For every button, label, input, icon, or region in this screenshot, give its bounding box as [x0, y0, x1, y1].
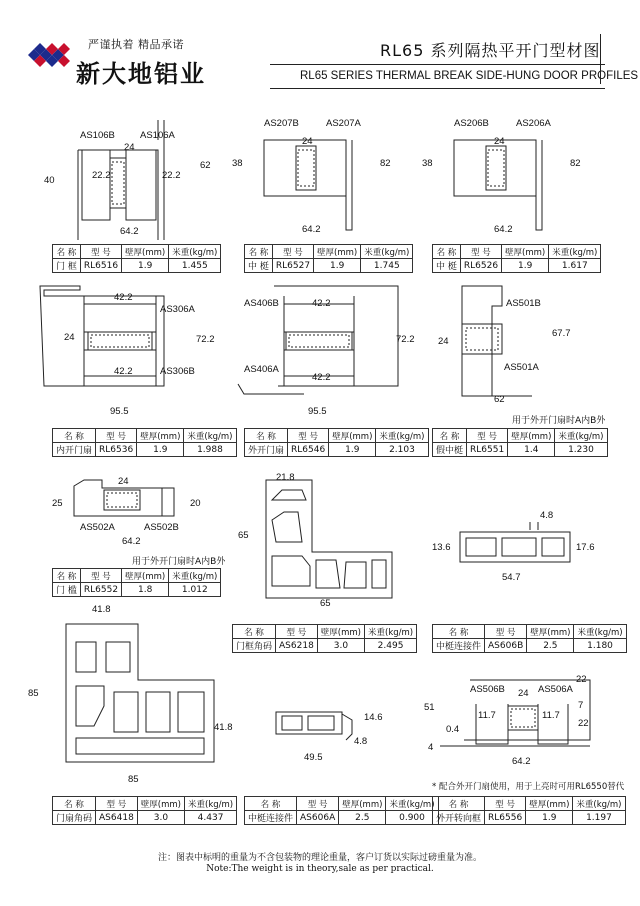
col-header: 米重(kg/m) — [365, 625, 417, 639]
profile-name: 中梃连接件 — [245, 811, 297, 825]
spec-table-rl6556 — [432, 796, 626, 825]
col-header: 壁厚(mm) — [526, 797, 573, 811]
profile-thickness: 1.4 — [508, 443, 555, 457]
profile-weight: 1.012 — [169, 583, 221, 597]
profile-thickness: 1.9 — [122, 259, 169, 273]
profile-thickness: 3.0 — [137, 811, 184, 825]
dimension-label: 72.2 — [396, 334, 415, 345]
dimension-label: 4.8 — [354, 736, 368, 747]
profile-model: RL6516 — [80, 259, 121, 273]
dimension-label: 41.8 — [214, 722, 233, 733]
profile-model: RL6536 — [96, 443, 137, 457]
profile-weight: 0.900 — [386, 811, 438, 825]
strip-label: AS306B — [160, 366, 195, 377]
spec-table-as606a — [244, 796, 439, 825]
profile-drawing-as6218 — [236, 460, 406, 615]
col-header: 型 号 — [96, 429, 137, 443]
dimension-label: 22.2 — [92, 170, 111, 181]
strip-label: AS306A — [160, 304, 195, 315]
profile-weight: 1.230 — [555, 443, 607, 457]
strip-label: AS206B — [454, 118, 489, 129]
dimension-label: 11.7 — [542, 710, 560, 721]
dimension-label: 24 — [438, 336, 449, 347]
dimension-label: 4 — [428, 742, 434, 753]
company-slogan: 严谨执着 精品承诺 — [88, 38, 184, 51]
col-header: 米重(kg/m) — [555, 429, 607, 443]
profile-name: 外开转向框 — [433, 811, 485, 825]
profile-weight: 4.437 — [185, 811, 237, 825]
profile-model: AS6418 — [96, 811, 138, 825]
dimension-label: 21.8 — [276, 472, 295, 483]
profile-name: 中 梃 — [245, 259, 273, 273]
col-header: 壁厚(mm) — [502, 245, 549, 259]
col-header: 型 号 — [297, 797, 339, 811]
dimension-label: 14.6 — [364, 712, 383, 723]
usage-note: * 配合外开门扇使用，用于上亮时可用RL6550替代 — [432, 782, 625, 792]
profile-drawing-rl6546 — [236, 284, 416, 425]
col-header: 米重(kg/m) — [376, 429, 428, 443]
header-rule-right — [600, 34, 601, 84]
profile-name: 门框角码 — [233, 639, 276, 653]
strip-label: AS206A — [516, 118, 551, 129]
col-header: 壁厚(mm) — [329, 429, 376, 443]
dimension-label: 49.5 — [304, 752, 323, 763]
dimension-label: 42.2 — [114, 366, 133, 377]
dimension-label: 67.7 — [552, 328, 571, 339]
profile-drawing-rl6527 — [230, 116, 400, 245]
profile-name: 中梃连接件 — [433, 639, 485, 653]
dimension-label: 72.2 — [196, 334, 215, 345]
col-header: 型 号 — [467, 429, 508, 443]
dimension-label: 54.7 — [502, 572, 521, 583]
col-header: 名 称 — [245, 429, 288, 443]
spec-table-as6218 — [232, 624, 417, 653]
spec-table-rl6551 — [432, 428, 608, 457]
strip-label: AS106A — [140, 130, 175, 141]
col-header: 名 称 — [53, 569, 81, 583]
profile-weight: 1.617 — [549, 259, 601, 273]
profile-name: 门 槛 — [53, 583, 81, 597]
dimension-label: 64.2 — [302, 224, 321, 235]
dimension-label: 38 — [422, 158, 433, 169]
col-header: 壁厚(mm) — [137, 797, 184, 811]
spec-table-rl6516 — [52, 244, 221, 273]
profile-drawing-rl6552 — [52, 476, 212, 557]
profile-model: RL6546 — [288, 443, 329, 457]
col-header: 米重(kg/m) — [361, 245, 413, 259]
dimension-label: 17.6 — [576, 542, 595, 553]
header-rule-bottom — [270, 88, 605, 89]
col-header: 型 号 — [276, 625, 318, 639]
col-header: 壁厚(mm) — [314, 245, 361, 259]
profile-model: AS6218 — [276, 639, 318, 653]
col-header: 壁厚(mm) — [339, 797, 386, 811]
profile-weight: 2.103 — [376, 443, 428, 457]
profile-name: 内开门扇 — [53, 443, 96, 457]
profile-weight: 1.745 — [361, 259, 413, 273]
dimension-label: 64.2 — [122, 536, 141, 547]
spec-table-as606b — [432, 624, 627, 653]
profile-drawing-rl6536 — [38, 284, 218, 425]
spec-table-rl6536 — [52, 428, 237, 457]
strip-label: AS406A — [244, 364, 279, 375]
col-header: 壁厚(mm) — [317, 625, 364, 639]
col-header: 名 称 — [245, 797, 297, 811]
company-logo — [28, 40, 74, 75]
profile-weight: 1.197 — [573, 811, 625, 825]
dimension-label: 95.5 — [308, 406, 327, 417]
strip-label: AS506A — [538, 684, 573, 695]
col-header: 型 号 — [80, 569, 121, 583]
col-header: 型 号 — [272, 245, 313, 259]
page-title-en: RL65 SERIES THERMAL BREAK SIDE-HUNG DOOR PROFILES — [300, 70, 639, 82]
dimension-label: 4.8 — [540, 510, 554, 521]
dimension-label: 13.6 — [432, 542, 451, 553]
col-header: 型 号 — [485, 625, 527, 639]
usage-note: 用于外开门扇时A内B外 — [132, 557, 226, 567]
col-header: 名 称 — [433, 625, 485, 639]
dimension-label: 40 — [44, 175, 55, 186]
col-header: 米重(kg/m) — [169, 569, 221, 583]
profile-drawing-as606a — [262, 700, 402, 775]
profile-drawing-rl6516 — [40, 120, 220, 245]
dimension-label: 82 — [380, 158, 391, 169]
col-header: 名 称 — [53, 245, 81, 259]
dimension-label: 24 — [302, 136, 313, 147]
profile-thickness: 1.9 — [314, 259, 361, 273]
spec-table-as6418 — [52, 796, 237, 825]
strip-label: AS501A — [504, 362, 539, 373]
page-title-cn: RL65 系列隔热平开门型材图 — [380, 41, 601, 60]
profile-thickness: 1.8 — [122, 583, 169, 597]
profile-drawing-rl6526 — [420, 116, 590, 245]
spec-table-rl6527 — [244, 244, 413, 273]
col-header: 米重(kg/m) — [169, 245, 221, 259]
dimension-label: 85 — [28, 688, 39, 699]
strip-label: AS506B — [470, 684, 505, 695]
col-header: 壁厚(mm) — [122, 245, 169, 259]
dimension-label: 0.4 — [446, 724, 460, 735]
col-header: 名 称 — [433, 797, 485, 811]
col-header: 名 称 — [245, 245, 273, 259]
col-header: 米重(kg/m) — [184, 429, 236, 443]
dimension-label: 11.7 — [478, 710, 496, 721]
dimension-label: 7 — [578, 700, 584, 711]
strip-label: AS502B — [144, 522, 179, 533]
profile-drawing-rl6551 — [432, 284, 602, 419]
dimension-label: 22.2 — [162, 170, 181, 181]
footer-note-cn: 注：图表中标明的重量为不含包装物的理论重量，客户订货以实际过磅重量为准。 — [157, 853, 482, 863]
col-header: 壁厚(mm) — [137, 429, 184, 443]
dimension-label: 65 — [320, 598, 331, 609]
strip-label: AS207A — [326, 118, 361, 129]
profile-model: RL6551 — [467, 443, 508, 457]
dimension-label: 38 — [232, 158, 243, 169]
company-name: 新大地铝业 — [76, 59, 206, 88]
dimension-label: 51 — [424, 702, 435, 713]
profile-thickness: 1.9 — [329, 443, 376, 457]
profile-drawing-as606b — [430, 510, 600, 595]
profile-model: AS606B — [485, 639, 527, 653]
profile-name: 假中梃 — [433, 443, 467, 457]
dimension-label: 42.2 — [312, 298, 331, 309]
profile-weight: 1.988 — [184, 443, 236, 457]
col-header: 米重(kg/m) — [573, 797, 625, 811]
dimension-label: 41.8 — [92, 604, 111, 615]
profile-thickness: 3.0 — [317, 639, 364, 653]
dimension-label: 22 — [576, 674, 587, 685]
profile-thickness: 2.5 — [339, 811, 386, 825]
col-header: 米重(kg/m) — [185, 797, 237, 811]
strip-label: AS501B — [506, 298, 541, 309]
col-header: 名 称 — [433, 245, 461, 259]
col-header: 名 称 — [233, 625, 276, 639]
profile-model: RL6527 — [272, 259, 313, 273]
profile-name: 门 框 — [53, 259, 81, 273]
header-rule-top — [270, 64, 605, 65]
dimension-label: 20 — [190, 498, 201, 509]
usage-note: 用于外开门扇时A内B外 — [512, 416, 606, 426]
profile-thickness: 2.5 — [527, 639, 574, 653]
strip-label: AS406B — [244, 298, 279, 309]
col-header: 型 号 — [288, 429, 329, 443]
col-header: 壁厚(mm) — [508, 429, 555, 443]
dimension-label: 64.2 — [494, 224, 513, 235]
dimension-label: 64.2 — [512, 756, 531, 767]
col-header: 型 号 — [96, 797, 138, 811]
strip-label: AS207B — [264, 118, 299, 129]
col-header: 米重(kg/m) — [574, 625, 626, 639]
spec-table-rl6552 — [52, 568, 221, 597]
dimension-label: 24 — [494, 136, 505, 147]
strip-label: AS502A — [80, 522, 115, 533]
profile-model: AS606A — [297, 811, 339, 825]
dimension-label: 24 — [124, 142, 135, 153]
col-header: 名 称 — [53, 429, 96, 443]
profile-thickness: 1.9 — [526, 811, 573, 825]
col-header: 型 号 — [460, 245, 501, 259]
dimension-label: 24 — [118, 476, 129, 487]
dimension-label: 62 — [494, 394, 505, 405]
spec-table-rl6526 — [432, 244, 601, 273]
dimension-label: 24 — [64, 332, 75, 343]
col-header: 米重(kg/m) — [386, 797, 438, 811]
profile-thickness: 1.9 — [502, 259, 549, 273]
dimension-label: 64.2 — [120, 226, 139, 237]
dimension-label: 25 — [52, 498, 63, 509]
dimension-label: 82 — [570, 158, 581, 169]
strip-label: AS106B — [80, 130, 115, 141]
profile-weight: 1.455 — [169, 259, 221, 273]
profile-thickness: 1.9 — [137, 443, 184, 457]
col-header: 型 号 — [485, 797, 526, 811]
profile-name: 中 梃 — [433, 259, 461, 273]
col-header: 米重(kg/m) — [549, 245, 601, 259]
profile-name: 外开门扇 — [245, 443, 288, 457]
col-header: 壁厚(mm) — [122, 569, 169, 583]
dimension-label: 85 — [128, 774, 139, 785]
dimension-label: 42.2 — [312, 372, 331, 383]
profile-model: RL6556 — [485, 811, 526, 825]
profile-weight: 1.180 — [574, 639, 626, 653]
dimension-label: 65 — [238, 530, 249, 541]
col-header: 名 称 — [433, 429, 467, 443]
profile-drawing-as6418 — [26, 602, 233, 795]
profile-name: 门扇角码 — [53, 811, 96, 825]
spec-table-rl6546 — [244, 428, 429, 457]
profile-drawing-rl6556 — [420, 660, 600, 775]
dimension-label: 62 — [200, 160, 211, 171]
col-header: 名 称 — [53, 797, 96, 811]
dimension-label: 42.2 — [114, 292, 133, 303]
dimension-label: 22 — [578, 718, 589, 729]
profile-model: RL6552 — [80, 583, 121, 597]
footer-note-en: Note:The weight is in theory,sale as per practical. — [206, 864, 434, 874]
dimension-label: 24 — [518, 688, 529, 699]
col-header: 壁厚(mm) — [527, 625, 574, 639]
profile-model: RL6526 — [460, 259, 501, 273]
dimension-label: 95.5 — [110, 406, 129, 417]
profile-weight: 2.495 — [365, 639, 417, 653]
col-header: 型 号 — [80, 245, 121, 259]
